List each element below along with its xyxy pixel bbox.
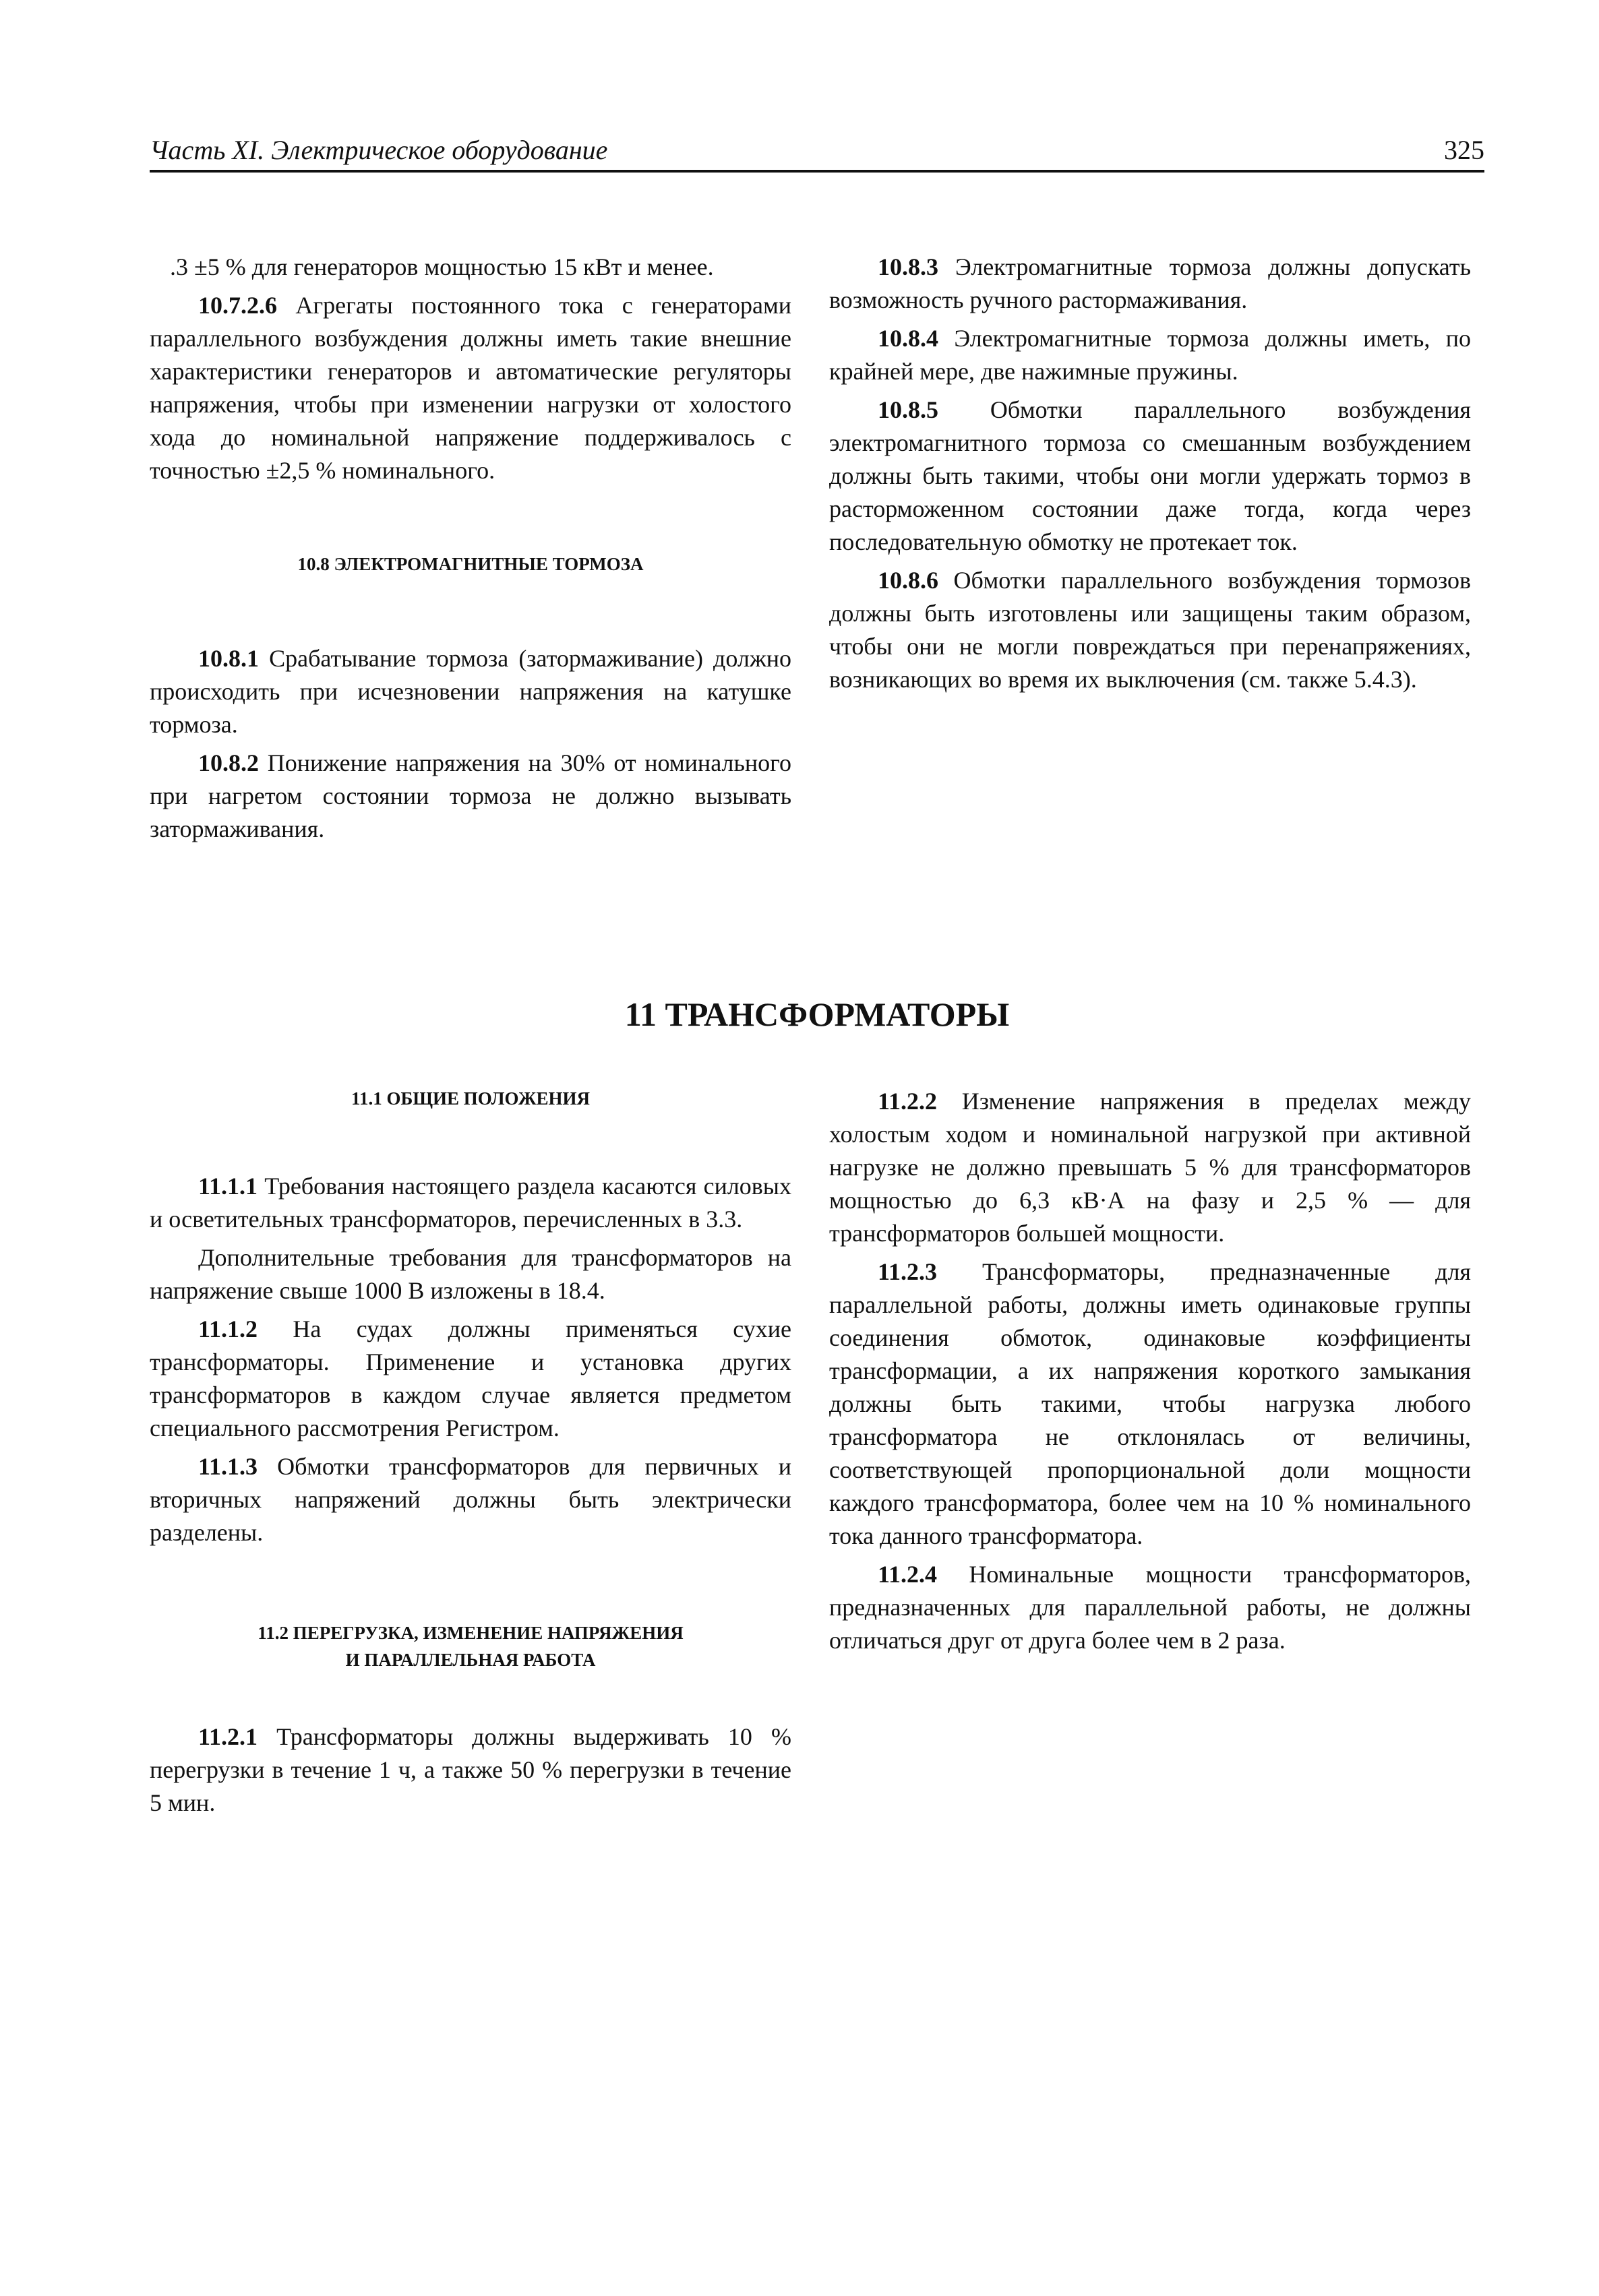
paragraph bbox=[829, 1085, 1471, 1250]
clause-number: 11.2.1 bbox=[198, 1723, 258, 1750]
paragraph-text: .3 ±5 % для генераторов мощностью 15 кВт и менее. bbox=[170, 253, 714, 280]
paragraph-text: Дополнительные требования для трансформаторов на напряжение свыше 1000 В изложены в 18.4. bbox=[150, 1244, 791, 1304]
paragraph-text: Трансформаторы должны выдерживать 10 % перегрузки в течение 1 ч, а также 50 % перегрузки в течение 5 мин. bbox=[150, 1723, 791, 1816]
paragraph-text: Агрегаты постоянного тока с генераторами параллельного возбуждения должны иметь такие внешние характеристики генераторов и автоматические регуляторы напряжения, чтобы при изменении нагрузки от холостого хода до номинальной напряжение поддерживалось с точностью ±2,5 % номинального. bbox=[150, 292, 791, 484]
paragraph-text: Обмотки трансформаторов для первичных и вторичных напряжений должны быть электрически разделены. bbox=[150, 1453, 791, 1546]
top-left-column bbox=[150, 251, 791, 851]
paragraph-text: Электромагнитные тормоза должны иметь, по крайней мере, две нажимные пружины. bbox=[829, 325, 1471, 385]
section-heading bbox=[150, 1619, 791, 1673]
clause-number: 10.8.3 bbox=[878, 253, 938, 280]
section-heading: 10.8 ЭЛЕКТРОМАГНИТНЫЕ ТОРМОЗА bbox=[297, 554, 644, 574]
clause-number: 11.1.2 bbox=[198, 1315, 258, 1342]
paragraph-text: Обмотки параллельного возбуждения тормозов должны быть изготовлены или защищены таким образом, чтобы они не могли повреждаться при перенапряжениях, возникающих во время их выключения (см. также 5.4.3). bbox=[829, 567, 1471, 693]
clause-number: 11.2.3 bbox=[878, 1258, 938, 1285]
paragraph-text: Трансформаторы, предназначенные для параллельной работы, должны иметь одинаковые группы соединения обмоток, одинаковые коэффициенты трансформации, а их напряжения короткого замыкания должны быть такими, чтобы нагрузка любого трансформатора не отклонялась от величины, соответствующей пропорциональной доли мощности каждого трансформатора, более чем на 10 % номинального тока данного трансформатора. bbox=[829, 1258, 1471, 1549]
clause-number: 11.2.2 bbox=[878, 1088, 938, 1115]
paragraph bbox=[150, 251, 791, 284]
paragraph bbox=[150, 1450, 791, 1549]
clause-number: 11.1.3 bbox=[198, 1453, 258, 1480]
clause-number: 10.8.5 bbox=[878, 396, 938, 423]
paragraph bbox=[829, 1558, 1471, 1657]
clause-number: 10.8.1 bbox=[198, 645, 259, 672]
paragraph bbox=[829, 394, 1471, 559]
paragraph bbox=[150, 1720, 791, 1820]
chapter-title: 11 ТРАНСФОРМАТОРЫ bbox=[624, 995, 1010, 1033]
section-heading: 11.1 ОБЩИЕ ПОЛОЖЕНИЯ bbox=[351, 1088, 591, 1109]
clause-number: 11.1.1 bbox=[198, 1173, 258, 1200]
paragraph bbox=[150, 1313, 791, 1445]
header-title: Часть XI. Электрическое оборудование bbox=[150, 135, 608, 165]
running-header bbox=[150, 132, 1484, 173]
paragraph bbox=[829, 1255, 1471, 1553]
paragraph-text: Обмотки параллельного возбуждения электромагнитного тормоза со смешанным возбуждением должны быть такими, чтобы они могли удержать тормоз в расторможенном состоянии даже тогда, когда через последовательную обмотку не протекает ток. bbox=[829, 396, 1471, 555]
paragraph bbox=[150, 747, 791, 846]
section-heading-line: 11.2 ПЕРЕГРУЗКА, ИЗМЕНЕНИЕ НАПРЯЖЕНИЯ bbox=[258, 1623, 684, 1643]
top-right-column bbox=[829, 251, 1471, 702]
clause-number: 10.8.4 bbox=[878, 325, 938, 352]
paragraph-text: Номинальные мощности трансформаторов, предназначенных для параллельной работы, не должны отличаться друг от друга более чем в 2 раза. bbox=[829, 1561, 1471, 1654]
paragraph bbox=[150, 1170, 791, 1236]
paragraph-text: Требования настоящего раздела касаются силовых и осветительных трансформаторов, перечисленных в 3.3. bbox=[150, 1173, 791, 1233]
paragraph-text: Электромагнитные тормоза должны допускать возможность ручного растормаживания. bbox=[829, 253, 1471, 313]
paragraph bbox=[829, 322, 1471, 388]
paragraph bbox=[150, 289, 791, 487]
paragraph-text: Изменение напряжения в пределах между холостым ходом и номинальной нагрузкой при активной нагрузке не должно превышать 5 % для трансформаторов мощностью до 6,3 кВ·А на фазу и 2,5 % — для трансформаторов большей мощности. bbox=[829, 1088, 1471, 1247]
bottom-right-column bbox=[829, 1085, 1471, 1663]
clause-number: 10.8.2 bbox=[198, 749, 259, 776]
paragraph bbox=[829, 564, 1471, 696]
clause-number: 10.7.2.6 bbox=[198, 292, 277, 319]
paragraph bbox=[150, 1241, 791, 1307]
clause-number: 11.2.4 bbox=[878, 1561, 938, 1588]
paragraph-text: На судах должны применяться сухие трансформаторы. Применение и установка других трансформаторов в каждом случае является предметом специального рассмотрения Регистром. bbox=[150, 1315, 791, 1441]
section-heading-line: И ПАРАЛЛЕЛЬНАЯ РАБОТА bbox=[345, 1650, 596, 1670]
paragraph bbox=[150, 642, 791, 741]
bottom-left-column bbox=[150, 1085, 791, 1825]
paragraph bbox=[829, 251, 1471, 317]
page-number: 325 bbox=[1444, 135, 1484, 165]
clause-number: 10.8.6 bbox=[878, 567, 938, 594]
paragraph-text: Срабатывание тормоза (затормаживание) должно происходить при исчезновении напряжения на катушке тормоза. bbox=[150, 645, 791, 738]
paragraph-text: Понижение напряжения на 30% от номинального при нагретом состоянии тормоза не должно вызывать затормаживания. bbox=[150, 749, 791, 842]
